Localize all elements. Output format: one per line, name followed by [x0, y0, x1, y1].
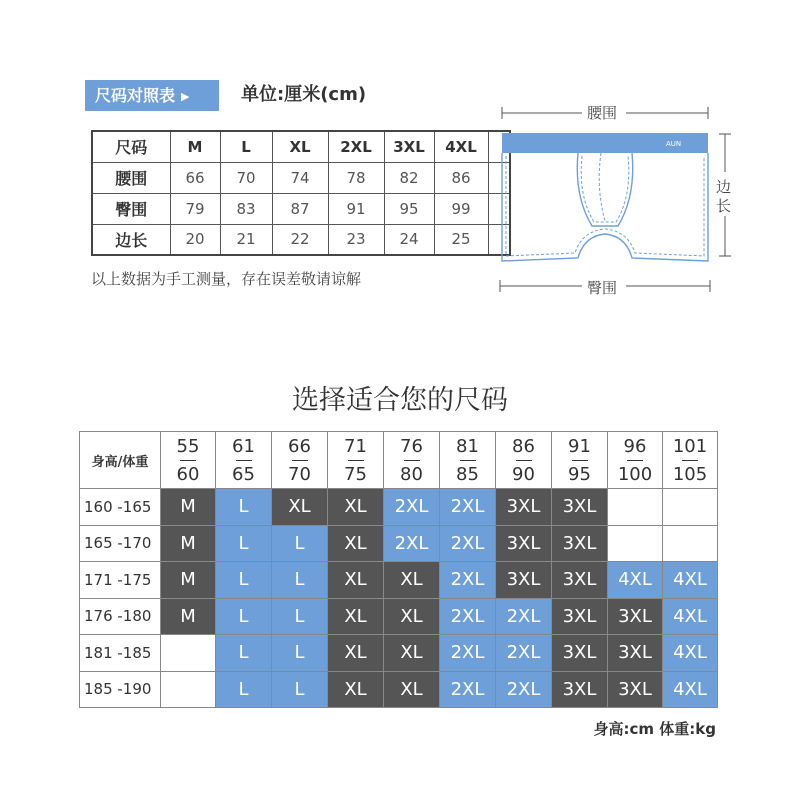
- outline-stitching: [506, 156, 704, 256]
- value-cell: 83: [220, 193, 272, 224]
- waist-label: 腰围: [587, 104, 618, 122]
- size-cell: 3XL: [552, 598, 608, 635]
- size-cell: 2XL: [384, 525, 440, 562]
- size-cell: XL: [384, 598, 440, 635]
- empty-size-cell: [663, 489, 718, 526]
- size-cell: M: [161, 525, 216, 562]
- size-recommendation-table: [79, 431, 718, 708]
- weight-max: 95: [568, 463, 591, 485]
- size-cell: 4XL: [663, 562, 718, 599]
- size-cell: 3XL: [552, 489, 608, 526]
- weight-range-dash: [572, 460, 588, 461]
- weight-max: 90: [512, 463, 535, 485]
- size-cell: L: [216, 635, 272, 672]
- weight-range-dash: [404, 460, 420, 461]
- height-row: [80, 525, 718, 562]
- value-cell: 23: [328, 224, 384, 255]
- weight-range-dash: [236, 460, 252, 461]
- brand-text: AUN: [666, 140, 682, 148]
- height-range-label: 165 -170: [80, 525, 161, 562]
- value-cell: 66: [170, 162, 220, 193]
- size-cell: 2XL: [496, 598, 552, 635]
- empty-size-cell: [663, 525, 718, 562]
- value-cell: 21: [220, 224, 272, 255]
- value-cell: 99: [434, 193, 488, 224]
- row-label: 腰围: [92, 162, 170, 193]
- value-cell: 82: [384, 162, 434, 193]
- size-col-header: M: [170, 131, 220, 162]
- side-dimension-line: [719, 134, 731, 256]
- weight-col-header: [272, 432, 328, 489]
- size-cell: 2XL: [384, 489, 440, 526]
- size-cell: 2XL: [440, 635, 496, 672]
- size-cell: 2XL: [440, 489, 496, 526]
- size-cell: 4XL: [663, 598, 718, 635]
- value-cell: 70: [220, 162, 272, 193]
- hip-label: 臀围: [587, 279, 618, 297]
- row-label: 边长: [92, 224, 170, 255]
- size-cell: XL: [328, 671, 384, 708]
- weight-range-dash: [292, 460, 308, 461]
- size-cell: M: [161, 562, 216, 599]
- boxer-diagram: [496, 96, 736, 296]
- size-chart-badge: [85, 80, 219, 111]
- size-cell: 3XL: [496, 562, 552, 599]
- size-cell: 3XL: [552, 671, 608, 708]
- size-cell: M: [161, 489, 216, 526]
- size-cell: XL: [328, 562, 384, 599]
- weight-col-header: [216, 432, 272, 489]
- weight-min: 76: [400, 435, 423, 457]
- size-cell: 2XL: [440, 598, 496, 635]
- value-cell: 79: [170, 193, 220, 224]
- height-range-label: 185 -190: [80, 671, 161, 708]
- size-cell: L: [216, 671, 272, 708]
- weight-range-dash: [516, 460, 532, 461]
- size-cell: 2XL: [496, 635, 552, 672]
- weight-range-dash: [180, 460, 196, 461]
- size-cell: 4XL: [663, 635, 718, 672]
- size-col-header: XL: [272, 131, 328, 162]
- size-corner: 尺码: [92, 131, 170, 162]
- height-range-label: 171 -175: [80, 562, 161, 599]
- size-cell: L: [272, 671, 328, 708]
- size-cell: 2XL: [496, 671, 552, 708]
- size-cell: L: [216, 525, 272, 562]
- value-cell: 86: [434, 162, 488, 193]
- empty-size-cell: [608, 489, 663, 526]
- weight-col-header: [161, 432, 216, 489]
- size-comparison-table: [91, 130, 511, 256]
- size-cell: 4XL: [608, 562, 663, 599]
- value-cell: 78: [328, 162, 384, 193]
- size-cell: 3XL: [496, 489, 552, 526]
- size-cell: L: [272, 562, 328, 599]
- size-cell: XL: [384, 671, 440, 708]
- waist-dimension-line: [502, 107, 708, 119]
- size-cell: L: [216, 489, 272, 526]
- size-cell: L: [272, 525, 328, 562]
- height-row: [80, 635, 718, 672]
- value-cell: 91: [328, 193, 384, 224]
- empty-size-cell: [161, 635, 216, 672]
- weight-min: 81: [456, 435, 479, 457]
- weight-max: 105: [672, 463, 708, 485]
- units-footnote: 身高:cm 体重:kg: [593, 720, 716, 738]
- weight-range-dash: [682, 460, 698, 461]
- garment-outline: [502, 153, 708, 261]
- size-cell: 4XL: [663, 671, 718, 708]
- waist-row: [92, 162, 510, 193]
- weight-min: 66: [288, 435, 311, 457]
- play-arrow-icon: ▶: [181, 90, 190, 103]
- weight-col-header: [663, 432, 718, 489]
- value-cell: 22: [272, 224, 328, 255]
- size-col-header: 4XL: [434, 131, 488, 162]
- size-cell: L: [216, 562, 272, 599]
- weight-col-header: [496, 432, 552, 489]
- weight-range-dash: [627, 460, 643, 461]
- size-cell: 3XL: [496, 525, 552, 562]
- weight-col-header: [440, 432, 496, 489]
- weight-max: 65: [232, 463, 255, 485]
- value-cell: 74: [272, 162, 328, 193]
- unit-label: 单位:厘米(cm): [241, 84, 367, 105]
- size-cell: 3XL: [552, 525, 608, 562]
- size-cell: M: [161, 598, 216, 635]
- value-cell: 95: [384, 193, 434, 224]
- size-cell: XL: [328, 598, 384, 635]
- size-cell: XL: [328, 525, 384, 562]
- recommend-title: 选择适合您的尺码: [292, 385, 508, 416]
- weight-range-dash: [348, 460, 364, 461]
- size-cell: 3XL: [608, 635, 663, 672]
- size-cell: L: [216, 598, 272, 635]
- center-seam: [599, 153, 605, 221]
- size-cell: L: [272, 598, 328, 635]
- height-row: [80, 671, 718, 708]
- side-length-row: [92, 224, 510, 255]
- size-col-header: 3XL: [384, 131, 434, 162]
- weight-col-header: [328, 432, 384, 489]
- height-row: [80, 489, 718, 526]
- pouch-stitching: [581, 156, 629, 222]
- badge-label: 尺码对照表: [95, 86, 176, 105]
- size-cell: XL: [272, 489, 328, 526]
- size-cell: 2XL: [440, 671, 496, 708]
- weight-min: 96: [623, 435, 647, 457]
- size-cell: 2XL: [440, 562, 496, 599]
- weight-min: 91: [568, 435, 591, 457]
- hip-row: [92, 193, 510, 224]
- size-cell: XL: [328, 635, 384, 672]
- weight-range-dash: [460, 460, 476, 461]
- height-row: [80, 562, 718, 599]
- height-range-label: 181 -185: [80, 635, 161, 672]
- weight-max: 100: [617, 463, 653, 485]
- weight-min: 61: [232, 435, 255, 457]
- side-length-label: 边长: [716, 178, 732, 215]
- corner-header: 身高/体重: [80, 432, 161, 489]
- size-cell: XL: [384, 635, 440, 672]
- weight-col-header: [384, 432, 440, 489]
- size-cell: 3XL: [552, 562, 608, 599]
- size-col-header: L: [220, 131, 272, 162]
- value-cell: 25: [434, 224, 488, 255]
- value-cell: 24: [384, 224, 434, 255]
- weight-min: 71: [344, 435, 367, 457]
- weight-col-header: [552, 432, 608, 489]
- weight-col-header: [608, 432, 663, 489]
- height-range-label: 160 -165: [80, 489, 161, 526]
- size-header-row: [92, 131, 510, 162]
- weight-max: 75: [344, 463, 367, 485]
- weight-header-row: [80, 432, 718, 489]
- empty-size-cell: [608, 525, 663, 562]
- height-range-label: 176 -180: [80, 598, 161, 635]
- height-row: [80, 598, 718, 635]
- weight-max: 85: [456, 463, 479, 485]
- row-label: 臀围: [92, 193, 170, 224]
- weight-min: 55: [176, 435, 200, 457]
- pouch-outline: [577, 153, 632, 226]
- size-cell: XL: [328, 489, 384, 526]
- size-col-header: 2XL: [328, 131, 384, 162]
- hip-dimension-line: [500, 280, 710, 292]
- measurement-note: 以上数据为手工测量，存在误差敬请谅解: [91, 270, 362, 288]
- size-cell: XL: [384, 562, 440, 599]
- size-cell: L: [272, 635, 328, 672]
- weight-max: 60: [176, 463, 200, 485]
- weight-max: 70: [288, 463, 311, 485]
- size-cell: 3XL: [608, 598, 663, 635]
- weight-min: 86: [512, 435, 535, 457]
- weight-max: 80: [400, 463, 423, 485]
- value-cell: 20: [170, 224, 220, 255]
- size-cell: 3XL: [552, 635, 608, 672]
- weight-min: 101: [672, 435, 708, 457]
- size-cell: 2XL: [440, 525, 496, 562]
- empty-size-cell: [161, 671, 216, 708]
- size-cell: 3XL: [608, 671, 663, 708]
- value-cell: 87: [272, 193, 328, 224]
